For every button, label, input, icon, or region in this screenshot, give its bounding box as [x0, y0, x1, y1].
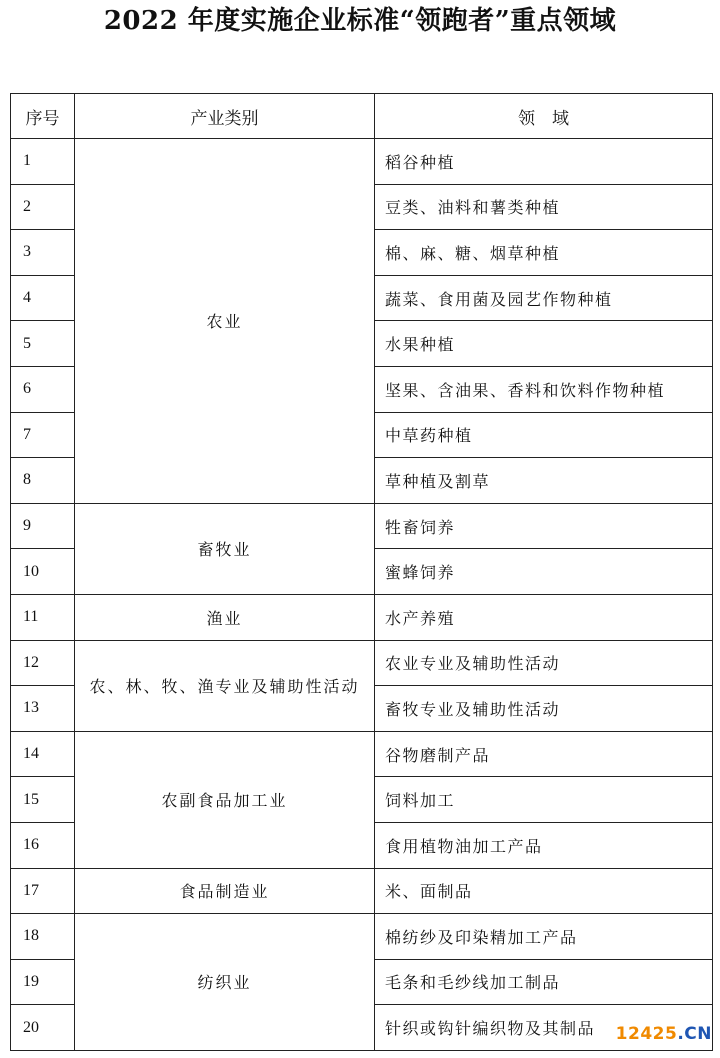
- header-serial-number: 序号: [11, 94, 75, 139]
- field-cell: 水果种植: [375, 321, 713, 367]
- serial-number-cell: 4: [11, 275, 75, 321]
- serial-number-cell: 9: [11, 503, 75, 549]
- serial-number-cell: 17: [11, 868, 75, 914]
- field-cell: 棉纺纱及印染精加工产品: [375, 914, 713, 960]
- serial-number-cell: 12: [11, 640, 75, 686]
- field-cell: 豆类、油料和薯类种植: [375, 184, 713, 230]
- industry-category-cell: 农副食品加工业: [75, 731, 375, 868]
- field-cell: 蜜蜂饲养: [375, 549, 713, 595]
- serial-number-cell: 6: [11, 366, 75, 412]
- industry-category-cell: 农业: [75, 139, 375, 504]
- table-row: [11, 731, 713, 777]
- serial-number-cell: 13: [11, 686, 75, 732]
- serial-number-cell: 16: [11, 822, 75, 868]
- field-cell: 草种植及割草: [375, 458, 713, 504]
- table-body: [11, 139, 713, 1051]
- field-cell: 食用植物油加工产品: [375, 822, 713, 868]
- serial-number-cell: 14: [11, 731, 75, 777]
- field-cell: 畜牧专业及辅助性活动: [375, 686, 713, 732]
- field-cell: 米、面制品: [375, 868, 713, 914]
- field-cell: 棉、麻、糖、烟草种植: [375, 230, 713, 276]
- field-cell: 蔬菜、食用菌及园艺作物种植: [375, 275, 713, 321]
- serial-number-cell: 11: [11, 594, 75, 640]
- header-industry-category: 产业类别: [75, 94, 375, 139]
- serial-number-cell: 1: [11, 139, 75, 185]
- industry-category-cell: 畜牧业: [75, 503, 375, 594]
- header-field: 领 域: [375, 94, 713, 139]
- serial-number-cell: 20: [11, 1005, 75, 1051]
- standards-table: [10, 93, 713, 1051]
- serial-number-cell: 3: [11, 230, 75, 276]
- site-watermark: [616, 1024, 712, 1044]
- field-cell: 针织或钩针编织物及其制品: [375, 1005, 713, 1051]
- table-header-row: [11, 94, 713, 139]
- serial-number-cell: 19: [11, 959, 75, 1005]
- serial-number-cell: 10: [11, 549, 75, 595]
- watermark-dot: .: [677, 1024, 685, 1044]
- serial-number-cell: 8: [11, 458, 75, 504]
- industry-category-cell: 食品制造业: [75, 868, 375, 914]
- watermark-suffix: CN: [684, 1024, 712, 1044]
- field-cell: 农业专业及辅助性活动: [375, 640, 713, 686]
- serial-number-cell: 5: [11, 321, 75, 367]
- table-row: [11, 594, 713, 640]
- table-row: [11, 503, 713, 549]
- serial-number-cell: 15: [11, 777, 75, 823]
- field-cell: 饲料加工: [375, 777, 713, 823]
- table-row: [11, 139, 713, 185]
- field-cell: 谷物磨制产品: [375, 731, 713, 777]
- watermark-number: 12425: [615, 1024, 678, 1044]
- field-cell: 中草药种植: [375, 412, 713, 458]
- table-row: [11, 868, 713, 914]
- serial-number-cell: 2: [11, 184, 75, 230]
- page-title: 2022 年度实施企业标准“领跑者”重点领域: [103, 6, 617, 36]
- industry-category-cell: 渔业: [75, 594, 375, 640]
- field-cell: 牲畜饲养: [375, 503, 713, 549]
- industry-category-cell: 纺织业: [75, 914, 375, 1051]
- field-cell: 稻谷种植: [375, 139, 713, 185]
- serial-number-cell: 7: [11, 412, 75, 458]
- table-row: [11, 640, 713, 686]
- table-row: [11, 914, 713, 960]
- industry-category-cell: 农、林、牧、渔专业及辅助性活动: [75, 640, 375, 731]
- serial-number-cell: 18: [11, 914, 75, 960]
- field-cell: 毛条和毛纱线加工制品: [375, 959, 713, 1005]
- field-cell: 坚果、含油果、香料和饮料作物种植: [375, 366, 713, 412]
- field-cell: 水产养殖: [375, 594, 713, 640]
